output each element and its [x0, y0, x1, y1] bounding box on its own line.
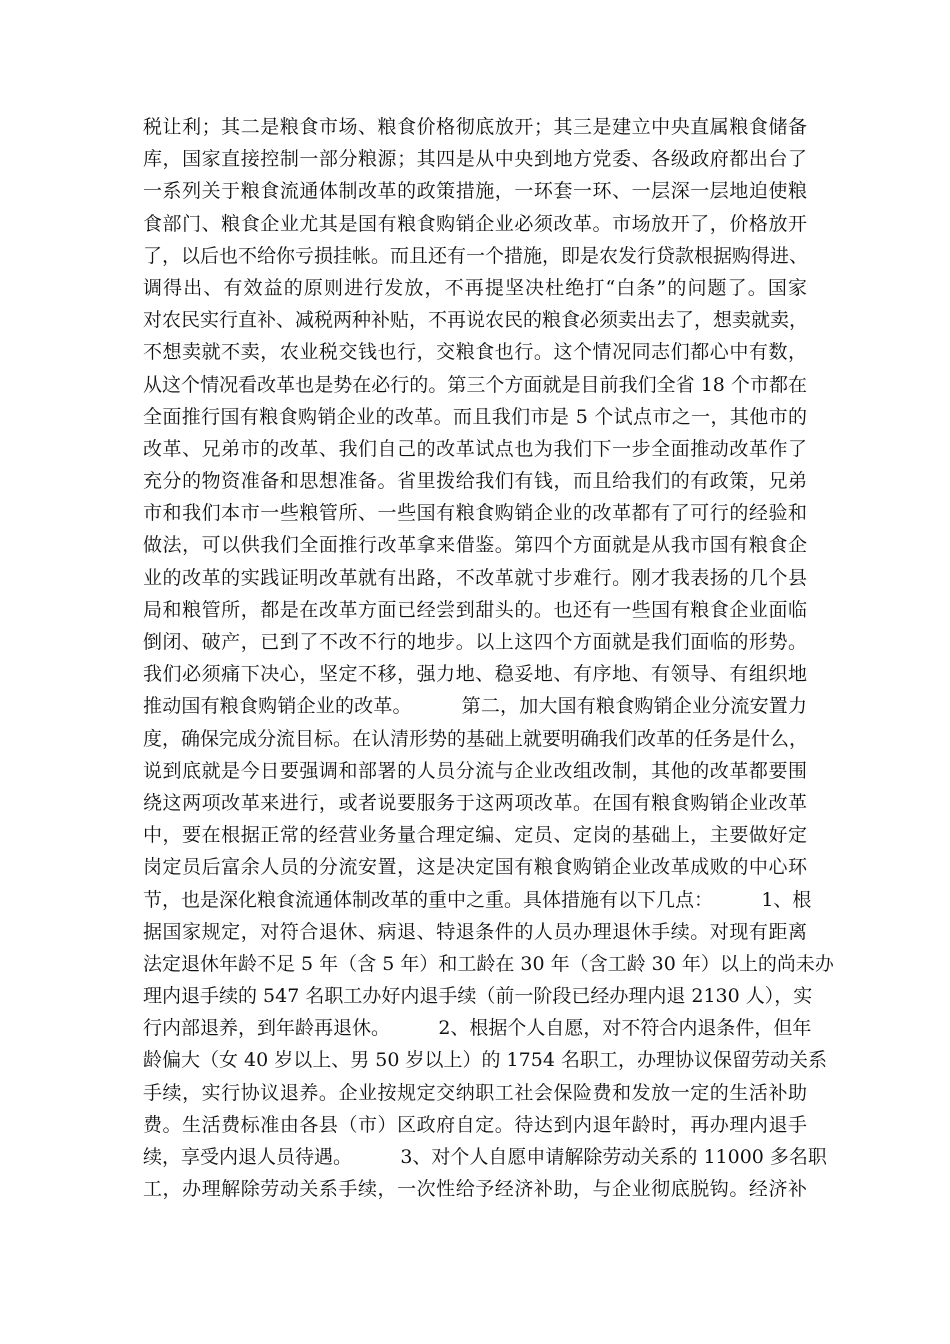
text-line: 全面推行国有粮食购销企业的改革。而且我们市是 5 个试点市之一，其他市的 [143, 405, 807, 428]
text-line: 行内部退养，到年龄再退休。 2、根据个人自愿，对不符合内退条件，但年 [143, 1017, 812, 1040]
text-line: 充分的物资准备和思想准备。省里拨给我们有钱，而且给我们的有政策，兄弟 [143, 470, 807, 493]
text-line: 据国家规定，对符合退休、病退、特退条件的人员办理退休手续。对现有距离 [143, 920, 807, 943]
text-line: 食部门、粮食企业尤其是国有粮食购销企业必须改革。市场放开了，价格放开 [143, 212, 807, 235]
body-text [143, 111, 834, 1205]
text-line: 续，享受内退人员待遇。 3、对个人自愿申请解除劳动关系的 11000 多名职 [143, 1146, 827, 1168]
text-line: 工，办理解除劳动关系手续，一次性给予经济补助，与企业彻底脱钩。经济补 [143, 1178, 807, 1201]
text-line: 节，也是深化粮食流通体制改革的重中之重。具体措施有以下几点： 1、根 [143, 888, 812, 911]
text-line: 局和粮管所，都是在改革方面已经尝到甜头的。也还有一些国有粮食企业面临 [143, 598, 807, 621]
text-line: 中，要在根据正常的经营业务量合理定编、定员、定岗的基础上，主要做好定 [143, 824, 807, 847]
text-line: 对农民实行直补、减税两种补贴，不再说农民的粮食必须卖出去了，想卖就卖， [143, 309, 809, 332]
text-line: 理内退手续的 547 名职工办好内退手续（前一阶段已经办理内退 2130 人），实 [143, 985, 813, 1008]
text-line: 手续，实行协议退养。企业按规定交纳职工社会保险费和发放一定的生活补助 [143, 1081, 807, 1104]
text-line: 改革、兄弟市的改革、我们自己的改革试点也为我们下一步全面推动改革作了 [143, 437, 807, 460]
text-line: 了，以后也不给你亏损挂帐。而且还有一个措施，即是农发行贷款根据购得进、 [143, 244, 809, 267]
text-line: 法定退休年龄不足 5 年（含 5 年）和工龄在 30 年（含工龄 30 年）以上的尚未办 [143, 952, 834, 975]
text-line: 岗定员后富余人员的分流安置，这是决定国有粮食购销企业改革成败的中心环 [143, 856, 807, 879]
text-line: 费。生活费标准由各县（市）区政府自定。待达到内退年龄时，再办理内退手 [143, 1113, 807, 1136]
text-line: 度，确保完成分流目标。在认清形势的基础上就要明确我们改革的任务是什么， [143, 727, 809, 750]
text-line: 市和我们本市一些粮管所、一些国有粮食购销企业的改革都有了可行的经验和 [143, 502, 807, 525]
text-line: 调得出、有效益的原则进行发放，不再提坚决杜绝打“白条”的问题了。国家 [143, 276, 807, 299]
text-line: 税让利；其二是粮食市场、粮食价格彻底放开；其三是建立中央直属粮食储备 [143, 116, 807, 138]
text-line: 库，国家直接控制一部分粮源；其四是从中央到地方党委、各级政府都出台了 [143, 148, 807, 171]
text-line: 我们必须痛下决心，坚定不移，强力地、稳妥地、有序地、有领导、有组织地 [143, 663, 807, 686]
text-line: 不想卖就不卖，农业税交钱也行，交粮食也行。这个情况同志们都心中有数， [143, 341, 807, 364]
text-line: 业的改革的实践证明改革就有出路，不改革就寸步难行。刚才我表扬的几个县 [143, 566, 807, 589]
text-line: 龄偏大（女 40 岁以上、男 50 岁以上）的 1754 名职工，办理协议保留劳动关系 [143, 1049, 827, 1072]
text-line: 推动国有粮食购销企业的改革。 第二，加大国有粮食购销企业分流安置力 [143, 695, 807, 718]
text-line: 从这个情况看改革也是势在必行的。第三个方面就是目前我们全省 18 个市都在 [143, 373, 807, 396]
text-line: 做法，可以供我们全面推行改革拿来借鉴。第四个方面就是从我市国有粮食企 [143, 534, 807, 557]
text-line: 绕这两项改革来进行，或者说要服务于这两项改革。在国有粮食购销企业改革 [143, 791, 807, 814]
text-line: 说到底就是今日要强调和部署的人员分流与企业改组改制，其他的改革都要围 [143, 759, 807, 782]
text-line: 一系列关于粮食流通体制改革的政策措施，一环套一环、一层深一层地迫使粮 [143, 180, 807, 203]
text-line: 倒闭、破产，已到了不改不行的地步。以上这四个方面就是我们面临的形势。 [143, 631, 807, 653]
